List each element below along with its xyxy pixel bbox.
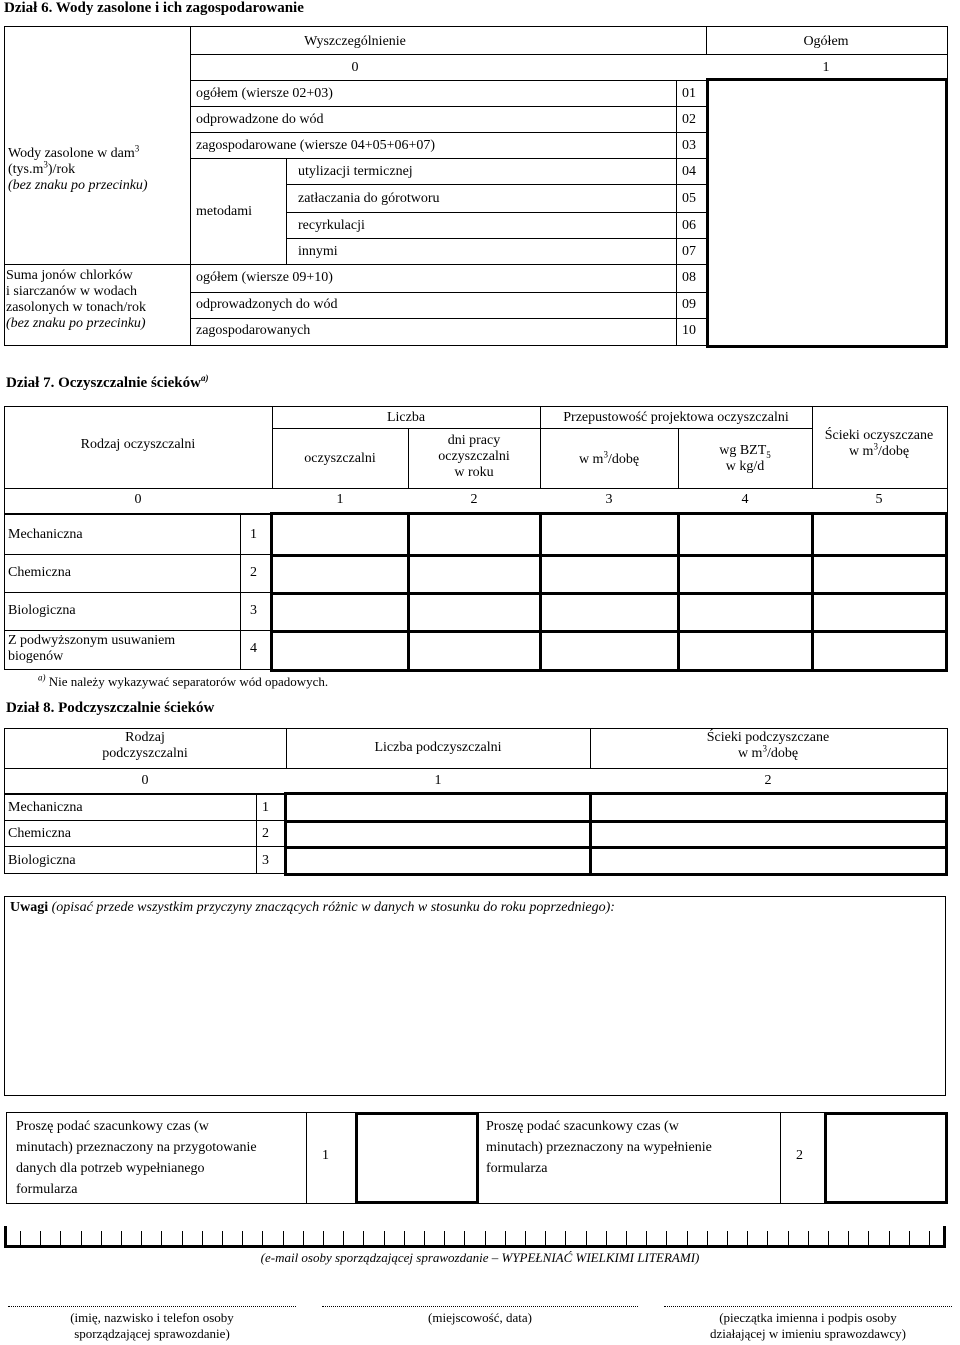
fill-time-num: 2 bbox=[796, 1148, 803, 1163]
email-char-cell-divider bbox=[141, 1231, 142, 1245]
s7-row-label: Mechaniczna bbox=[8, 527, 83, 542]
s6-group2-label: Suma jonów chlorków i siarczanów w wodach zasolonych w tonach/rok (bez znaku po przecinku) bbox=[6, 268, 146, 331]
section8-input-grid[interactable] bbox=[284, 792, 948, 876]
email-char-cell-divider bbox=[60, 1231, 61, 1245]
s6-row-num: 01 bbox=[682, 86, 696, 101]
prep-time-input[interactable] bbox=[355, 1112, 479, 1204]
s6-methods-label: metodami bbox=[196, 204, 252, 219]
email-char-cell-divider bbox=[505, 1231, 506, 1245]
s7-head-count: Liczba bbox=[386, 410, 426, 425]
email-char-cell-divider bbox=[909, 1231, 910, 1245]
s7-head-treated: Ścieki oczyszczane w $m^3$/dobę bbox=[824, 428, 934, 459]
s6-row-label: utylizacji termicznej bbox=[298, 164, 413, 179]
s7-head-bzt: wg $BZT_5$ w kg/d bbox=[719, 443, 771, 474]
email-char-cell-divider bbox=[525, 1231, 526, 1245]
s8-head-count: Liczba podczyszczalni bbox=[374, 740, 502, 755]
signature-caption-place-date: (miejscowość, data) bbox=[428, 1310, 532, 1325]
s6-row-label: zatłaczania do górotworu bbox=[298, 191, 440, 206]
email-char-cell-divider bbox=[161, 1231, 162, 1245]
s7-row-num: 1 bbox=[250, 527, 257, 542]
s6-row-num: 02 bbox=[682, 112, 696, 127]
s6-row-num: 06 bbox=[682, 218, 696, 233]
fill-time-label: Proszę podać szacunkowy czas (w minutach) przeznaczony na wypełnienie formularza bbox=[486, 1119, 712, 1176]
email-char-cell-divider bbox=[586, 1231, 587, 1245]
s7-head-capacity: Przepustowość projektowa oczyszczalni bbox=[563, 410, 789, 425]
email-char-cell-divider bbox=[121, 1231, 122, 1245]
s6-row-num: 08 bbox=[682, 270, 696, 285]
email-char-cell-divider bbox=[303, 1231, 304, 1245]
section8-title: Dział 8. Podczyszczalnie ścieków bbox=[6, 700, 215, 716]
s8-head-type: Rodzaj podczyszczalni bbox=[102, 730, 188, 761]
prep-time-num: 1 bbox=[322, 1148, 329, 1163]
fill-time-input[interactable] bbox=[824, 1112, 948, 1204]
email-char-cell-divider bbox=[222, 1231, 223, 1245]
s8-col-num: 1 bbox=[434, 773, 442, 788]
email-char-cell-divider bbox=[202, 1231, 203, 1245]
s7-col-num: 5 bbox=[875, 492, 883, 507]
section6-input-total[interactable] bbox=[706, 78, 948, 348]
s6-row-label: recyrkulacji bbox=[298, 218, 365, 233]
email-char-cell-divider bbox=[424, 1231, 425, 1245]
s7-head-type: Rodzaj oczyszczalni bbox=[80, 437, 196, 452]
section7-title: Dział 7. Oczyszczalnie ścieków$^{a)}$ bbox=[6, 373, 209, 391]
s6-row-label: ogółem (wiersze 09+10) bbox=[196, 270, 333, 285]
s6-head-total: Ogółem bbox=[803, 34, 849, 49]
s7-col-num: 4 bbox=[741, 492, 749, 507]
s6-row-num: 07 bbox=[682, 244, 696, 259]
email-char-cell-divider bbox=[404, 1231, 405, 1245]
s8-col-num: 0 bbox=[141, 773, 149, 788]
email-char-cell-divider bbox=[868, 1231, 869, 1245]
s7-row-label: Z podwyższonym usuwaniem biogenów bbox=[8, 633, 176, 664]
s6-row-num: 09 bbox=[682, 297, 696, 312]
email-char-cell-divider bbox=[828, 1231, 829, 1245]
s7-head-days: dni pracy oczyszczalni w roku bbox=[438, 433, 510, 480]
s7-col-num: 0 bbox=[134, 492, 142, 507]
email-char-cell-divider bbox=[646, 1231, 647, 1245]
section6-title: Dział 6. Wody zasolone i ich zagospodarowanie bbox=[4, 0, 304, 16]
email-input[interactable] bbox=[4, 1226, 946, 1248]
email-char-cell-divider bbox=[848, 1231, 849, 1245]
email-char-cell-divider bbox=[283, 1231, 284, 1245]
email-char-cell-divider bbox=[363, 1231, 364, 1245]
remarks-box[interactable] bbox=[4, 896, 946, 1096]
s6-row-label: odprowadzonych do wód bbox=[196, 297, 338, 312]
s7-row-num: 2 bbox=[250, 565, 257, 580]
email-char-cell-divider bbox=[242, 1231, 243, 1245]
s8-row-num: 1 bbox=[262, 800, 269, 815]
email-char-cell-divider bbox=[40, 1231, 41, 1245]
email-char-cell-divider bbox=[20, 1231, 21, 1245]
email-char-cell-divider bbox=[626, 1231, 627, 1245]
s6-row-label: zagospodarowane (wiersze 04+05+06+07) bbox=[196, 138, 436, 153]
email-char-cell-divider bbox=[565, 1231, 566, 1245]
s7-col-num: 1 bbox=[336, 492, 344, 507]
email-char-cell-divider bbox=[747, 1231, 748, 1245]
email-char-cell-divider bbox=[384, 1231, 385, 1245]
email-char-cell-divider bbox=[444, 1231, 445, 1245]
s6-row-label: zagospodarowanych bbox=[196, 323, 311, 338]
s7-head-cap-m3: w $m^3$/dobę bbox=[578, 449, 640, 467]
s8-row-num: 2 bbox=[262, 826, 269, 841]
s8-row-num: 3 bbox=[262, 853, 269, 868]
email-char-cell-divider bbox=[929, 1231, 930, 1245]
email-char-cell-divider bbox=[323, 1231, 324, 1245]
email-char-cell-divider bbox=[545, 1231, 546, 1245]
email-char-cell-divider bbox=[343, 1231, 344, 1245]
email-char-cell-divider bbox=[262, 1231, 263, 1245]
email-char-cell-divider bbox=[606, 1231, 607, 1245]
email-char-cell-divider bbox=[727, 1231, 728, 1245]
email-caption: (e-mail osoby sporządzającej sprawozdanie – WYPEŁNIAĆ WIELKIMI LITERAMI) bbox=[260, 1250, 700, 1265]
email-char-cell-divider bbox=[666, 1231, 667, 1245]
signature-caption-stamp: (pieczątka imienna i podpis osoby działającej w imieniu sprawozdawcy) bbox=[710, 1310, 906, 1341]
s6-row-num: 04 bbox=[682, 164, 696, 179]
s8-col-num: 2 bbox=[764, 773, 772, 788]
email-char-cell-divider bbox=[182, 1231, 183, 1245]
s7-footnote: $^{a)}$ Nie należy wykazywać separatorów wód opadowych. bbox=[38, 672, 329, 689]
s7-row-num: 3 bbox=[250, 603, 257, 618]
s7-col-num: 2 bbox=[470, 492, 478, 507]
email-char-cell-divider bbox=[767, 1231, 768, 1245]
s8-head-treated: Ścieki podczyszczane w $m^3$/dobę bbox=[706, 730, 830, 761]
email-char-cell-divider bbox=[808, 1231, 809, 1245]
s6-head-desc: Wyszczególnienie bbox=[304, 34, 406, 49]
s7-col-num: 3 bbox=[605, 492, 613, 507]
s6-row-label: ogółem (wiersze 02+03) bbox=[196, 86, 333, 101]
s6-col0: 0 bbox=[351, 60, 359, 75]
s7-row-label: Chemiczna bbox=[8, 565, 71, 580]
prep-time-label: Proszę podać szacunkowy czas (w minutach) przeznaczony na przygotowanie danych dla potrzeb wypełnianego formularza bbox=[16, 1119, 257, 1197]
remarks-label: Uwagi (opisać przede wszystkim przyczyny znaczących różnic w danych w stosunku do roku poprzedniego): bbox=[10, 900, 615, 915]
email-char-cell-divider bbox=[889, 1231, 890, 1245]
email-char-cell-divider bbox=[788, 1231, 789, 1245]
email-char-cell-divider bbox=[81, 1231, 82, 1245]
s8-row-label: Biologiczna bbox=[8, 853, 76, 868]
s7-row-num: 4 bbox=[250, 641, 257, 656]
s6-row-num: 05 bbox=[682, 191, 696, 206]
email-char-cell-divider bbox=[101, 1231, 102, 1245]
s7-row-label: Biologiczna bbox=[8, 603, 76, 618]
email-char-cell-divider bbox=[464, 1231, 465, 1245]
s6-row-label: innymi bbox=[298, 244, 338, 259]
s6-group1-label: Wody zasolone w dam$^3$ $(tys.m^3)$/rok (bez znaku po przecinku) bbox=[8, 143, 148, 193]
s6-row-num: 10 bbox=[682, 323, 696, 338]
signature-caption-preparer: (imię, nazwisko i telefon osoby sporządzającej sprawozdanie) bbox=[70, 1310, 234, 1341]
s6-col1: 1 bbox=[822, 60, 830, 75]
s8-row-label: Chemiczna bbox=[8, 826, 71, 841]
email-char-cell-divider bbox=[687, 1231, 688, 1245]
s8-row-label: Mechaniczna bbox=[8, 800, 83, 815]
s7-head-plants: oczyszczalni bbox=[304, 451, 376, 466]
email-char-cell-divider bbox=[707, 1231, 708, 1245]
s6-row-label: odprowadzone do wód bbox=[196, 112, 324, 127]
email-char-cell-divider bbox=[485, 1231, 486, 1245]
s6-row-num: 03 bbox=[682, 138, 696, 153]
